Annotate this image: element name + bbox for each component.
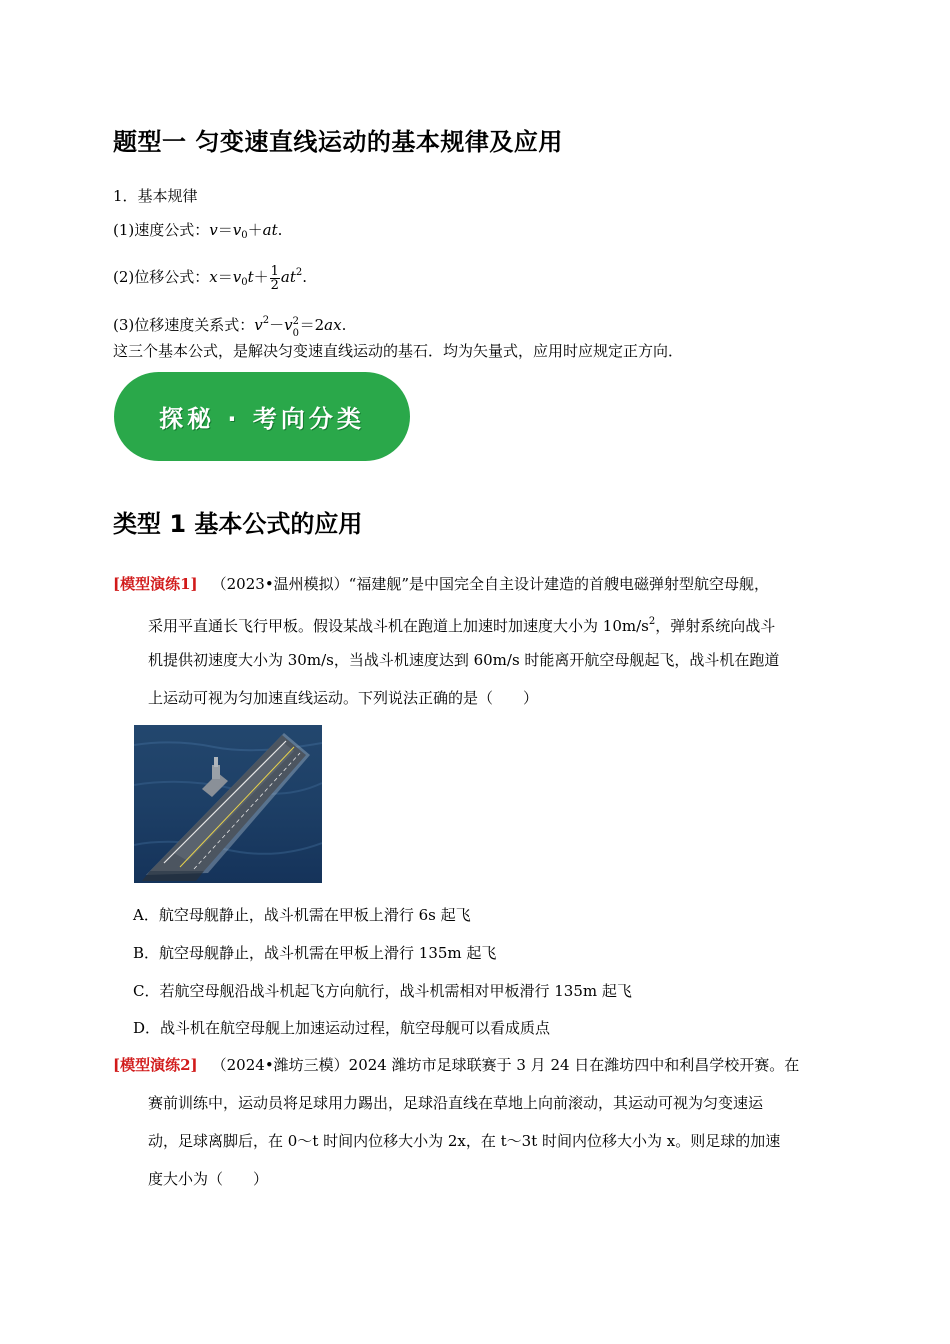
q1-option-d: D．战斗机在航空母舰上加速运动过程，航空母舰可以看成质点 xyxy=(133,1019,551,1037)
q2-line3: 动，足球离脚后，在 0～t 时间内位移大小为 2x，在 t～3t 时间内位移大小为 x。则足球的加速 xyxy=(148,1132,781,1150)
q2-line1: [模型演练2] （2024•潍坊三模）2024 潍坊市足球联赛于 3 月 24 日在潍坊四中和利昌学校开赛。在 xyxy=(113,1056,800,1074)
q2-line2: 赛前训练中，运动员将足球用力踢出，足球沿直线在草地上向前滚动，其运动可视为匀变速运 xyxy=(148,1094,764,1112)
formula-velocity-displacement: (3)位移速度关系式：$v^2-v$ 2 0 ＝2ax. xyxy=(113,315,347,339)
q1-line4: 上运动可视为匀加速直线运动。下列说法正确的是（ ） xyxy=(148,689,539,707)
q2-line4: 度大小为（ ） xyxy=(148,1170,269,1188)
aircraft-carrier-illustration xyxy=(134,725,322,883)
q1-line1: [模型演练1] （2023•温州模拟）“福建舰”是中国完全自主设计建造的首艘电磁弹射型航空母舰， xyxy=(113,575,770,593)
q1-tag: [模型演练1] xyxy=(113,575,198,593)
category-banner xyxy=(114,372,410,461)
formula-displacement: (2)位移公式：$x=v_0t+$ $\frac{1}{2}$ $at^2$. xyxy=(113,263,308,293)
q1-option-a: A．航空母舰静止，战斗机需在甲板上滑行 6s 起飞 xyxy=(133,906,471,924)
q1-option-c: C．若航空母舰沿战斗机起飞方向航行，战斗机需相对甲板滑行 135m 起飞 xyxy=(133,982,632,1000)
type-title: 类型 1 基本公式的应用 xyxy=(113,510,363,538)
fraction-half: $\frac{1}{2}$ xyxy=(270,263,279,293)
q1-line2: 采用平直通长飞行甲板。假设某战斗机在跑道上加速时加速度大小为 $10m/s^2$，弹射系统向战斗 xyxy=(148,616,776,635)
q1-line3: 机提供初速度大小为 30m/s，当战斗机速度达到 60m/s 时能离开航空母舰起飞，战斗机在跑道 xyxy=(148,651,780,669)
banner-text: 探秘 · 考向分类 xyxy=(159,405,365,433)
section-title: 题型一 匀变速直线运动的基本规律及应用 xyxy=(113,128,563,156)
formula-velocity: (1)速度公式：$v=v_0+at$. xyxy=(113,221,283,241)
q1-option-b: B．航空母舰静止，战斗机需在甲板上滑行 135m 起飞 xyxy=(133,944,497,962)
q2-tag: [模型演练2] xyxy=(113,1056,198,1074)
basic-note: 这三个基本公式，是解决匀变速直线运动的基石．均为矢量式，应用时应规定正方向． xyxy=(113,342,684,360)
basic-heading: 1．基本规律 xyxy=(113,187,198,205)
aircraft-carrier-image xyxy=(134,725,322,883)
